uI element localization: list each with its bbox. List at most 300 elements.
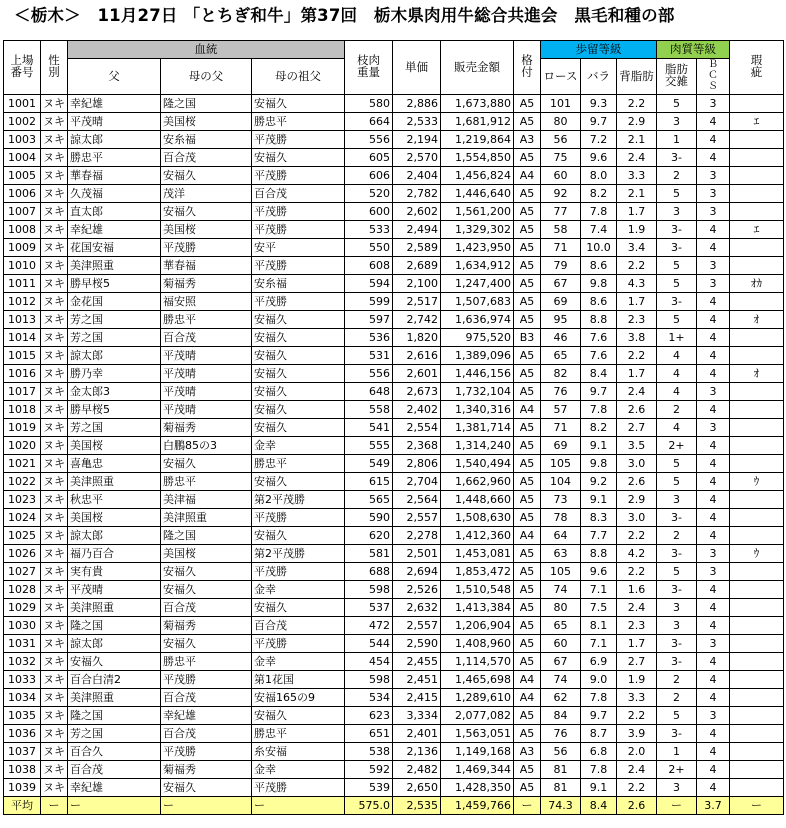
cell-unit-price: 2,194 <box>393 131 441 149</box>
cell-loin: 69 <box>541 437 581 455</box>
cell-back-fat: 2.0 <box>617 743 657 761</box>
cell-mother-grandfather: 金幸 <box>252 653 345 671</box>
header-grade: 格 付 <box>514 41 541 95</box>
cell-sex: ヌキ <box>41 329 68 347</box>
cell-bcs: 4 <box>697 509 730 527</box>
cell-rib: 9.0 <box>581 671 617 689</box>
cell-bcs: 4 <box>697 581 730 599</box>
header-mother-grandfather: 母の祖父 <box>252 59 345 95</box>
cell-sex: ヌキ <box>41 707 68 725</box>
cell-back-fat: 2.9 <box>617 113 657 131</box>
cell-father: 芳之国 <box>68 311 161 329</box>
cell-sale-amount: 1,540,494 <box>441 455 514 473</box>
cell-mother-grandfather: 安福久 <box>252 599 345 617</box>
cell-bms: 5 <box>657 95 697 113</box>
cell-mother-grandfather: 平茂勝 <box>252 293 345 311</box>
cell-unit-price: 2,704 <box>393 473 441 491</box>
cell-carcass-weight: 538 <box>345 743 393 761</box>
cell-loin: 105 <box>541 563 581 581</box>
cell-bcs: 4 <box>697 239 730 257</box>
cell-defect <box>730 779 784 797</box>
cell-unit-price: 2,694 <box>393 563 441 581</box>
cell-rib: 8.7 <box>581 725 617 743</box>
cell-lot-number: 平均 <box>4 797 41 815</box>
cell-defect <box>730 653 784 671</box>
cell-grade: A4 <box>514 689 541 707</box>
cell-back-fat: 2.2 <box>617 95 657 113</box>
cell-mother-father: 茂洋 <box>161 185 252 203</box>
table-row <box>4 329 784 347</box>
header-defect: 瑕 疵 <box>730 41 784 95</box>
cell-lot-number: 1021 <box>4 455 41 473</box>
cell-sale-amount: 1,459,766 <box>441 797 514 815</box>
cell-unit-price: 2,451 <box>393 671 441 689</box>
cell-loin: 65 <box>541 617 581 635</box>
cell-carcass-weight: 550 <box>345 239 393 257</box>
table-row <box>4 599 784 617</box>
cell-mother-grandfather: 安福久 <box>252 383 345 401</box>
table-row <box>4 509 784 527</box>
cell-bcs: 4 <box>697 437 730 455</box>
cell-back-fat: 2.2 <box>617 347 657 365</box>
cell-mother-father: 幸紀雄 <box>161 707 252 725</box>
cell-grade: A5 <box>514 203 541 221</box>
cell-sex: ヌキ <box>41 743 68 761</box>
cell-grade: A5 <box>514 473 541 491</box>
cell-carcass-weight: 608 <box>345 257 393 275</box>
cell-loin: 69 <box>541 293 581 311</box>
cell-lot-number: 1018 <box>4 401 41 419</box>
cell-grade: A5 <box>514 311 541 329</box>
cell-father: 久茂福 <box>68 185 161 203</box>
header-pedigree: 血統 <box>68 41 345 59</box>
cell-bcs: 3 <box>697 545 730 563</box>
cell-mother-father: 平茂晴 <box>161 383 252 401</box>
cell-bcs: 4 <box>697 131 730 149</box>
cell-sex: ヌキ <box>41 617 68 635</box>
cell-bms: 5 <box>657 707 697 725</box>
cell-lot-number: 1025 <box>4 527 41 545</box>
cell-rib: 9.2 <box>581 473 617 491</box>
cell-defect <box>730 185 784 203</box>
cell-father: 芳之国 <box>68 725 161 743</box>
table-row <box>4 725 784 743</box>
cell-back-fat: 1.9 <box>617 221 657 239</box>
cell-bms: 2+ <box>657 437 697 455</box>
cell-grade: A5 <box>514 437 541 455</box>
cell-lot-number: 1016 <box>4 365 41 383</box>
cell-loin: 73 <box>541 491 581 509</box>
cell-rib: 7.5 <box>581 599 617 617</box>
table-row <box>4 527 784 545</box>
cell-father: 諒太郎 <box>68 131 161 149</box>
cell-bms: 3 <box>657 113 697 131</box>
cell-defect <box>730 509 784 527</box>
header-yield-grade: 歩留等級 <box>541 41 657 59</box>
cell-rib: 9.3 <box>581 95 617 113</box>
cell-carcass-weight: 556 <box>345 365 393 383</box>
cell-father: 平茂晴 <box>68 581 161 599</box>
cell-sex: ヌキ <box>41 509 68 527</box>
cell-sex: ヌキ <box>41 221 68 239</box>
cell-sale-amount: 1,563,051 <box>441 725 514 743</box>
cell-father: ー <box>68 797 161 815</box>
cell-defect <box>730 329 784 347</box>
cell-mother-grandfather: 勝忠平 <box>252 113 345 131</box>
cell-loin: 84 <box>541 707 581 725</box>
cell-lot-number: 1033 <box>4 671 41 689</box>
cell-father: 福乃百合 <box>68 545 161 563</box>
cell-lot-number: 1014 <box>4 329 41 347</box>
cell-loin: 92 <box>541 185 581 203</box>
cell-sex: ヌキ <box>41 275 68 293</box>
cell-sale-amount: 2,077,082 <box>441 707 514 725</box>
cell-carcass-weight: 620 <box>345 527 393 545</box>
cell-mother-grandfather: 安福久 <box>252 707 345 725</box>
cell-father: 金花国 <box>68 293 161 311</box>
cell-defect: ｳ <box>730 545 784 563</box>
cell-bms: 3 <box>657 779 697 797</box>
cell-loin: 77 <box>541 203 581 221</box>
cell-sale-amount: 1,314,240 <box>441 437 514 455</box>
cell-bms: 5 <box>657 185 697 203</box>
cell-back-fat: 2.3 <box>617 311 657 329</box>
cell-mother-grandfather: 安福久 <box>252 365 345 383</box>
cell-loin: 95 <box>541 311 581 329</box>
table-row <box>4 671 784 689</box>
cell-rib: 7.7 <box>581 527 617 545</box>
cell-sale-amount: 1,206,904 <box>441 617 514 635</box>
cell-defect <box>730 131 784 149</box>
cell-carcass-weight: 520 <box>345 185 393 203</box>
cell-grade: ー <box>514 797 541 815</box>
cell-mother-grandfather: 平茂勝 <box>252 167 345 185</box>
cell-back-fat: 2.6 <box>617 797 657 815</box>
cell-bms: 2+ <box>657 761 697 779</box>
cell-lot-number: 1002 <box>4 113 41 131</box>
cell-sex: ヌキ <box>41 95 68 113</box>
header-back-fat: 背脂肪 <box>617 59 657 95</box>
auction-results-table <box>3 40 784 815</box>
cell-mother-father: 安福久 <box>161 563 252 581</box>
cell-grade: A5 <box>514 509 541 527</box>
cell-mother-father: 百合茂 <box>161 149 252 167</box>
cell-mother-grandfather: 第1花国 <box>252 671 345 689</box>
cell-father: 美津照重 <box>68 473 161 491</box>
cell-lot-number: 1008 <box>4 221 41 239</box>
cell-father: 芳之国 <box>68 329 161 347</box>
cell-grade: A5 <box>514 545 541 563</box>
cell-sex: ヌキ <box>41 671 68 689</box>
cell-rib: 6.9 <box>581 653 617 671</box>
cell-bms: 3 <box>657 491 697 509</box>
cell-carcass-weight: 581 <box>345 545 393 563</box>
cell-sex: ヌキ <box>41 635 68 653</box>
cell-carcass-weight: 534 <box>345 689 393 707</box>
cell-bcs: 4 <box>697 455 730 473</box>
cell-defect <box>730 149 784 167</box>
cell-sex: ヌキ <box>41 239 68 257</box>
cell-father: 百合久 <box>68 743 161 761</box>
cell-mother-father: 白鵬85の3 <box>161 437 252 455</box>
cell-rib: 7.8 <box>581 689 617 707</box>
cell-sex: ヌキ <box>41 473 68 491</box>
cell-unit-price: 2,601 <box>393 365 441 383</box>
cell-lot-number: 1004 <box>4 149 41 167</box>
cell-unit-price: 2,533 <box>393 113 441 131</box>
cell-back-fat: 2.6 <box>617 473 657 491</box>
cell-carcass-weight: 541 <box>345 419 393 437</box>
cell-bcs: 4 <box>697 221 730 239</box>
cell-rib: 9.1 <box>581 779 617 797</box>
cell-mother-grandfather: 平茂勝 <box>252 779 345 797</box>
cell-bms: 2 <box>657 689 697 707</box>
cell-sale-amount: 1,662,960 <box>441 473 514 491</box>
cell-bcs: 3 <box>697 563 730 581</box>
cell-sale-amount: 1,446,156 <box>441 365 514 383</box>
cell-mother-father: 百合茂 <box>161 689 252 707</box>
cell-bcs: 4 <box>697 761 730 779</box>
cell-defect <box>730 257 784 275</box>
cell-loin: 56 <box>541 131 581 149</box>
cell-father: 秋忠平 <box>68 491 161 509</box>
cell-bcs: 4 <box>697 473 730 491</box>
cell-sex: ヌキ <box>41 149 68 167</box>
cell-lot-number: 1005 <box>4 167 41 185</box>
cell-bms: 1 <box>657 131 697 149</box>
cell-loin: 56 <box>541 743 581 761</box>
cell-loin: 46 <box>541 329 581 347</box>
header-father: 父 <box>68 59 161 95</box>
cell-unit-price: 2,557 <box>393 509 441 527</box>
cell-unit-price: 2,557 <box>393 617 441 635</box>
cell-bcs: 3 <box>697 257 730 275</box>
cell-lot-number: 1010 <box>4 257 41 275</box>
cell-back-fat: 1.7 <box>617 365 657 383</box>
cell-loin: 101 <box>541 95 581 113</box>
cell-carcass-weight: 623 <box>345 707 393 725</box>
cell-grade: A5 <box>514 293 541 311</box>
cell-defect: ｴ <box>730 113 784 131</box>
cell-loin: 63 <box>541 545 581 563</box>
cell-mother-grandfather: 安福久 <box>252 329 345 347</box>
cell-rib: 6.8 <box>581 743 617 761</box>
cell-sex: ヌキ <box>41 401 68 419</box>
table-row <box>4 293 784 311</box>
cell-back-fat: 3.3 <box>617 167 657 185</box>
cell-mother-father: 菊福秀 <box>161 275 252 293</box>
cell-grade: A5 <box>514 275 541 293</box>
cell-sale-amount: 1,634,912 <box>441 257 514 275</box>
cell-mother-father: 美津福 <box>161 491 252 509</box>
cell-sale-amount: 1,329,302 <box>441 221 514 239</box>
cell-carcass-weight: 580 <box>345 95 393 113</box>
cell-mother-father: 安福久 <box>161 635 252 653</box>
cell-defect <box>730 743 784 761</box>
table-row <box>4 545 784 563</box>
cell-grade: B3 <box>514 329 541 347</box>
cell-lot-number: 1015 <box>4 347 41 365</box>
cell-bcs: 4 <box>697 329 730 347</box>
cell-bcs: 3 <box>697 185 730 203</box>
cell-mother-father: 安福久 <box>161 455 252 473</box>
cell-grade: A5 <box>514 419 541 437</box>
cell-defect <box>730 617 784 635</box>
cell-mother-grandfather: 安平 <box>252 239 345 257</box>
cell-defect <box>730 401 784 419</box>
cell-sex: ヌキ <box>41 563 68 581</box>
cell-unit-price: 1,820 <box>393 329 441 347</box>
cell-grade: A5 <box>514 563 541 581</box>
cell-unit-price: 2,535 <box>393 797 441 815</box>
cell-unit-price: 2,650 <box>393 779 441 797</box>
cell-mother-father: 美国桜 <box>161 221 252 239</box>
cell-back-fat: 2.3 <box>617 617 657 635</box>
table-row <box>4 581 784 599</box>
table-row <box>4 257 784 275</box>
cell-father: 百合白清2 <box>68 671 161 689</box>
cell-carcass-weight: 615 <box>345 473 393 491</box>
cell-unit-price: 2,564 <box>393 491 441 509</box>
cell-bms: 3- <box>657 221 697 239</box>
cell-back-fat: 2.4 <box>617 761 657 779</box>
cell-unit-price: 2,278 <box>393 527 441 545</box>
cell-rib: 9.7 <box>581 383 617 401</box>
header-bcs: Ｂ Ｃ Ｓ <box>697 59 730 95</box>
cell-rib: 9.1 <box>581 437 617 455</box>
cell-loin: 76 <box>541 725 581 743</box>
cell-bcs: 3 <box>697 167 730 185</box>
cell-unit-price: 2,632 <box>393 599 441 617</box>
table-row <box>4 113 784 131</box>
cell-defect: ｳ <box>730 473 784 491</box>
cell-rib: 7.4 <box>581 221 617 239</box>
cell-rib: 7.1 <box>581 635 617 653</box>
cell-carcass-weight: 600 <box>345 203 393 221</box>
cell-sale-amount: 1,448,660 <box>441 491 514 509</box>
cell-bms: 1 <box>657 743 697 761</box>
cell-back-fat: 2.6 <box>617 401 657 419</box>
cell-sale-amount: 1,465,698 <box>441 671 514 689</box>
cell-rib: 10.0 <box>581 239 617 257</box>
cell-loin: 67 <box>541 653 581 671</box>
cell-loin: 65 <box>541 347 581 365</box>
cell-sale-amount: 1,423,950 <box>441 239 514 257</box>
cell-carcass-weight: 555 <box>345 437 393 455</box>
cell-rib: 7.6 <box>581 329 617 347</box>
cell-grade: A5 <box>514 455 541 473</box>
cell-father: 勝乃幸 <box>68 365 161 383</box>
cell-bcs: 3 <box>697 203 730 221</box>
cell-bms: 1+ <box>657 329 697 347</box>
cell-bcs: 4 <box>697 293 730 311</box>
cell-grade: A5 <box>514 257 541 275</box>
cell-sex: ヌキ <box>41 725 68 743</box>
cell-back-fat: 3.0 <box>617 455 657 473</box>
cell-loin: 82 <box>541 365 581 383</box>
cell-mother-grandfather: 安福165の9 <box>252 689 345 707</box>
cell-lot-number: 1034 <box>4 689 41 707</box>
cell-carcass-weight: 549 <box>345 455 393 473</box>
cell-defect <box>730 707 784 725</box>
cell-father: 美国桜 <box>68 437 161 455</box>
cell-sex: ヌキ <box>41 257 68 275</box>
cell-loin: 78 <box>541 509 581 527</box>
cell-carcass-weight: 565 <box>345 491 393 509</box>
cell-rib: 8.4 <box>581 365 617 383</box>
cell-loin: 104 <box>541 473 581 491</box>
header-sale-amount: 販売金額 <box>441 41 514 95</box>
cell-father: 幸紀雄 <box>68 779 161 797</box>
cell-father: 金太郎3 <box>68 383 161 401</box>
header-rib: バラ <box>581 59 617 95</box>
cell-rib: 8.8 <box>581 311 617 329</box>
cell-back-fat: 1.7 <box>617 203 657 221</box>
cell-unit-price: 2,501 <box>393 545 441 563</box>
cell-back-fat: 1.7 <box>617 635 657 653</box>
cell-loin: 60 <box>541 167 581 185</box>
cell-sale-amount: 1,340,316 <box>441 401 514 419</box>
cell-bms: 2 <box>657 167 697 185</box>
cell-mother-father: ー <box>161 797 252 815</box>
cell-mother-father: 百合茂 <box>161 599 252 617</box>
cell-defect <box>730 599 784 617</box>
cell-lot-number: 1026 <box>4 545 41 563</box>
table-row <box>4 707 784 725</box>
cell-carcass-weight: 597 <box>345 311 393 329</box>
cell-mother-grandfather: 平茂勝 <box>252 563 345 581</box>
cell-grade: A5 <box>514 653 541 671</box>
cell-back-fat: 2.9 <box>617 491 657 509</box>
cell-loin: 64 <box>541 527 581 545</box>
cell-bcs: 4 <box>697 671 730 689</box>
cell-defect <box>730 347 784 365</box>
cell-bms: 5 <box>657 473 697 491</box>
cell-lot-number: 1037 <box>4 743 41 761</box>
cell-bcs: 4 <box>697 653 730 671</box>
cell-back-fat: 3.9 <box>617 725 657 743</box>
cell-grade: A5 <box>514 149 541 167</box>
cell-back-fat: 2.1 <box>617 131 657 149</box>
table-row <box>4 239 784 257</box>
cell-mother-father: 勝忠平 <box>161 473 252 491</box>
cell-rib: 8.1 <box>581 617 617 635</box>
table-body <box>4 95 784 815</box>
cell-carcass-weight: 590 <box>345 509 393 527</box>
cell-bcs: 3 <box>697 707 730 725</box>
cell-lot-number: 1007 <box>4 203 41 221</box>
cell-bcs: 3.7 <box>697 797 730 815</box>
cell-defect <box>730 383 784 401</box>
cell-grade: A5 <box>514 635 541 653</box>
cell-rib: 7.8 <box>581 203 617 221</box>
table-row <box>4 185 784 203</box>
cell-defect <box>730 563 784 581</box>
cell-mother-father: 勝忠平 <box>161 653 252 671</box>
cell-bms: 2 <box>657 527 697 545</box>
cell-bms: 5 <box>657 275 697 293</box>
cell-mother-grandfather: 安福久 <box>252 527 345 545</box>
cell-defect <box>730 527 784 545</box>
cell-mother-father: 勝忠平 <box>161 311 252 329</box>
cell-defect <box>730 203 784 221</box>
header-mother-father: 母の父 <box>161 59 252 95</box>
cell-father: 美津照重 <box>68 257 161 275</box>
cell-bms: 5 <box>657 257 697 275</box>
cell-father: 花国安福 <box>68 239 161 257</box>
cell-mother-father: 美国桜 <box>161 113 252 131</box>
cell-grade: A4 <box>514 671 541 689</box>
